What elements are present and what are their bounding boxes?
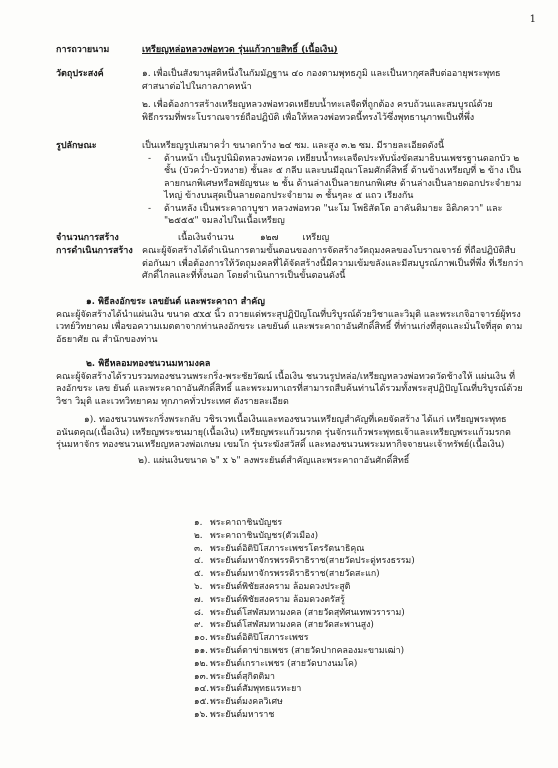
process-label: การดำเนินการสร้าง (56, 246, 133, 256)
list-item: ๑๔.พระยันต์สัมพุทธแรหะยา (194, 684, 302, 695)
list-item: ๘. พระยันต์โสฬสมหามงคล (สายวัดสุทัศนเทพวราราม) (194, 607, 405, 618)
list-item: ๕. พระยันต์มหาจักรพรรดิราธิราช(สายวัดสะแก) (194, 569, 380, 580)
list-item: ๑๓. พระยันต์สุกิตติมา (194, 671, 275, 682)
process-intro: คณะผู้จัดสร้างได้ดำเนินการตามขั้นตอนของการจัดสร้างวัตถุมงคลของโบราณจารย์ ที่ถือปฏิบัติสืบต่อกันมา เพื่อต้องการให้วัตถุมงคลที่ได้จัดสร้างนี้มีความเข้มขลังและมีสมบูรณ์ภาพเป็นที่พึ่ง ที่เรียกว่า ศักดิ์ไกลและที่ทั้งนอก โดยดำเนินการเป็นขั้นตอนดังนี้ (142, 246, 524, 281)
list-item: ๑๕.พระยันต์มงคลวิเศษ (194, 697, 283, 708)
appearance-back: - ด้านหลัง เป็นพระคาถาบูชา หลวงพ่อทวด "นะโม โพธิสัตโต อาคันติมายะ อิติภควา" และ "๒๕๕๕" จมลงไปในเนื้อเหรียญ (148, 203, 503, 226)
appearance-label: รูปลักษณะ (56, 141, 97, 151)
appearance-front: - ด้านหน้า เป็นรูปนิมิตหลวงพ่อทวด เหยียบน้ำทะเลจืดประทับนั่งขัดสมาธิบนเพชรฐานดอกบัว ๒ ชั้น (บัวคว่ำ-บัวหงาย) ชั้นละ ๕ กลีบ และบนมีอุณาโลมศักดิ์สิทธิ์ ด้านข้างเหรียญที่ ๒ ข้าง เป็นลายกนกพิเศษหรือพยัญชนะ ๒ ชั้น ด้านล่างเป็นลายกนกพิเศษ ด้านล่างเป็นลายดอกประจำยามไหญ่ ข้างบนสุดเป็นลายดอกประจำยาม ๓ ชั้นๆละ ๕ แถว เรียงกัน (148, 153, 522, 201)
amount-label: จำนวนการสร้าง (56, 233, 119, 243)
step-2-heading: ๒. พิธีหลอมทองชนวนมหามงคล (86, 359, 211, 369)
list-item: ๓. พระยันต์อิติปิโสภาระเพชรโตรรัตนาธิคุณ (194, 543, 365, 554)
list-item: ๑๒. พระยันต์เกราะเพชร (สายวัดบางนมโค) (194, 658, 358, 669)
title-label: การถวายนาม (56, 45, 110, 55)
step-1-heading: ๑. พิธีลงอักขระ เลขยันต์ และพระคาถา สำคัญ (86, 297, 265, 307)
list-item: ๖. พระยันต์พิชัยสงคราม ล้อมดวงประสูติ (194, 581, 351, 592)
step-1-text: คณะผู้จัดสร้างได้นำแผ่นเงิน ขนาด ๕x๕ นิ้ว ถวายแด่พระสุปฏิปัญโณที่บริบูรณ์ด้วยวิชาและวิมุติ และพระเกจิอาจารย์ผู้ทรงเวทย์วิทยาคม เพื่อขอความเมตตาจากท่านลงอักขระ เลขยันต์ และพระคาถาอันศักดิ์สิทธิ์ ที่ท่านเก่งที่สุดและมั่นใจที่สุด ตามอัธยาศัย ณ สำนักของท่าน (56, 309, 523, 345)
step-1 (56, 296, 524, 346)
step-2-sub-1: ๑). ทองชนวนพระกริ่งพระกลับ วชิรเวทเนื้อเงินและทองชนวนเหรียญสำคัญที่เคยจัดสร้าง ได้แก่ เหรียญพระพุทธอนันตคุณ(เนื้อเงิน) เหรียญพระชนมายุ(เนื้อเงิน) เหรียญพระแก้วมรกต รุ่นจักรแก้วพระพุทธเจ้าและเหรียญพระแก้วมรกต รุ่นมหาจักร ทองชนวนเหรียญหลวงพ่อเกษม เขมโก รุ่นระฆังสวัสดิ์ และทองชนวนพระมหากิจจายนะเจ้าทรัพย์(เนื้อเงิน) (56, 415, 511, 450)
list-item: ๙. พระยันต์โสฬสมหามงคล (สายวัดสะพานสูง) (194, 620, 374, 631)
page-number: 1 (529, 14, 536, 25)
appearance-intro: เป็นเหรียญรูปเสมาคว่ำ ขนาดกว้าง ๒๔ ซม. และสูง ๓.๒ ซม. มีรายละเอียดดังนี้ (142, 141, 445, 151)
amount-prefix: เนื้อเงินจำนวน (178, 233, 234, 243)
list-item: ๑๖. พระยันต์มหาราช (194, 709, 275, 720)
yantra-list (194, 517, 415, 722)
objective-item-2: ๒. เพื่อต้องการสร้างเหรียญหลวงพ่อทวดเหยียบน้ำทะเลจืดที่ถูกต้อง ครบถ้วนและสมบูรณ์ด้วยพิธีกรรมที่พระโบราณจารย์ถือปฏิบัติ เพื่อให้หลวงพ่อทวดนี้ทรงไว้ซึ่งพุทธานุภาพเป็นที่พึ่ง (142, 100, 493, 123)
list-item: ๒. พระคาถาชินบัญชร(ตัวเมือง) (194, 530, 318, 541)
title-row (56, 44, 524, 57)
list-item: ๑๐. พระยันต์อิติปิโสภาระเพชร (194, 633, 309, 644)
title-value: เหรียญหล่อหลวงพ่อทวด รุ่นแก้วกายสิทธิ์ (เนื้อเงิน) (142, 45, 338, 55)
list-item: ๑๑. พระยันต์ตาข่ายเพชร (สายวัดปากคลองมะขามเฒ่า) (194, 645, 405, 656)
process-section (56, 245, 524, 283)
step-2 (56, 358, 524, 467)
amount-section (56, 232, 524, 245)
step-2-text: คณะผู้จัดสร้างได้รวบรวมทองชนวนพระกริ่ง-พระชัยวัฒน์ เนื้อเงิน ชนวนรูปหล่อ/เหรียญหลวงพ่อทวดวัดช้างให้ แผ่นเงิน ที่ลงอักขระ เลข ยันต์ และพระคาถาอันศักดิ์สิทธิ์ และพระมหาเถรที่สามารถสืบค้นท่านได้รวมทั้งพระสุปฏิปัญโณที่บริบูรณ์ด้วยวิชา วิมุติ และเวทวิทยาคม ทุกภาคทั่วประเทศ ดังรายละเอียด (56, 371, 523, 407)
appearance-section (56, 140, 524, 228)
amount-unit: เหรียญ (302, 233, 330, 243)
objective-item-1: ๑. เพื่อเป็นสังฆานุสติหนึ่งในกัมมัฏฐาน ๔๐ กองตามพุทธภูมิ และเป็นหากุศลสืบต่ออายุพระพุทธศาสนาต่อไปในกาลภาคหน้า (142, 69, 501, 92)
step-2-sub-2: ๒). แผ่นเงินขนาด ๖" x ๖" ลงพระยันต์สำคัญและพระคาถาอันศักดิ์สิทธิ์ (138, 455, 410, 466)
list-item: ๑. พระคาถาชินบัญชร (194, 518, 283, 528)
list-item: ๗. พระยันต์พิชัยสงคราม ล้อมดวงตรัสรู้ (194, 594, 345, 605)
amount-number: ๑๒๗ (259, 233, 279, 243)
objective-label: วัตถุประสงค์ (56, 69, 104, 79)
objective-section (56, 68, 524, 124)
list-item: ๔. พระยันต์มหาจักรพรรดิราธิราช(สายวัดประดู่ทรงธรรม) (194, 556, 415, 567)
